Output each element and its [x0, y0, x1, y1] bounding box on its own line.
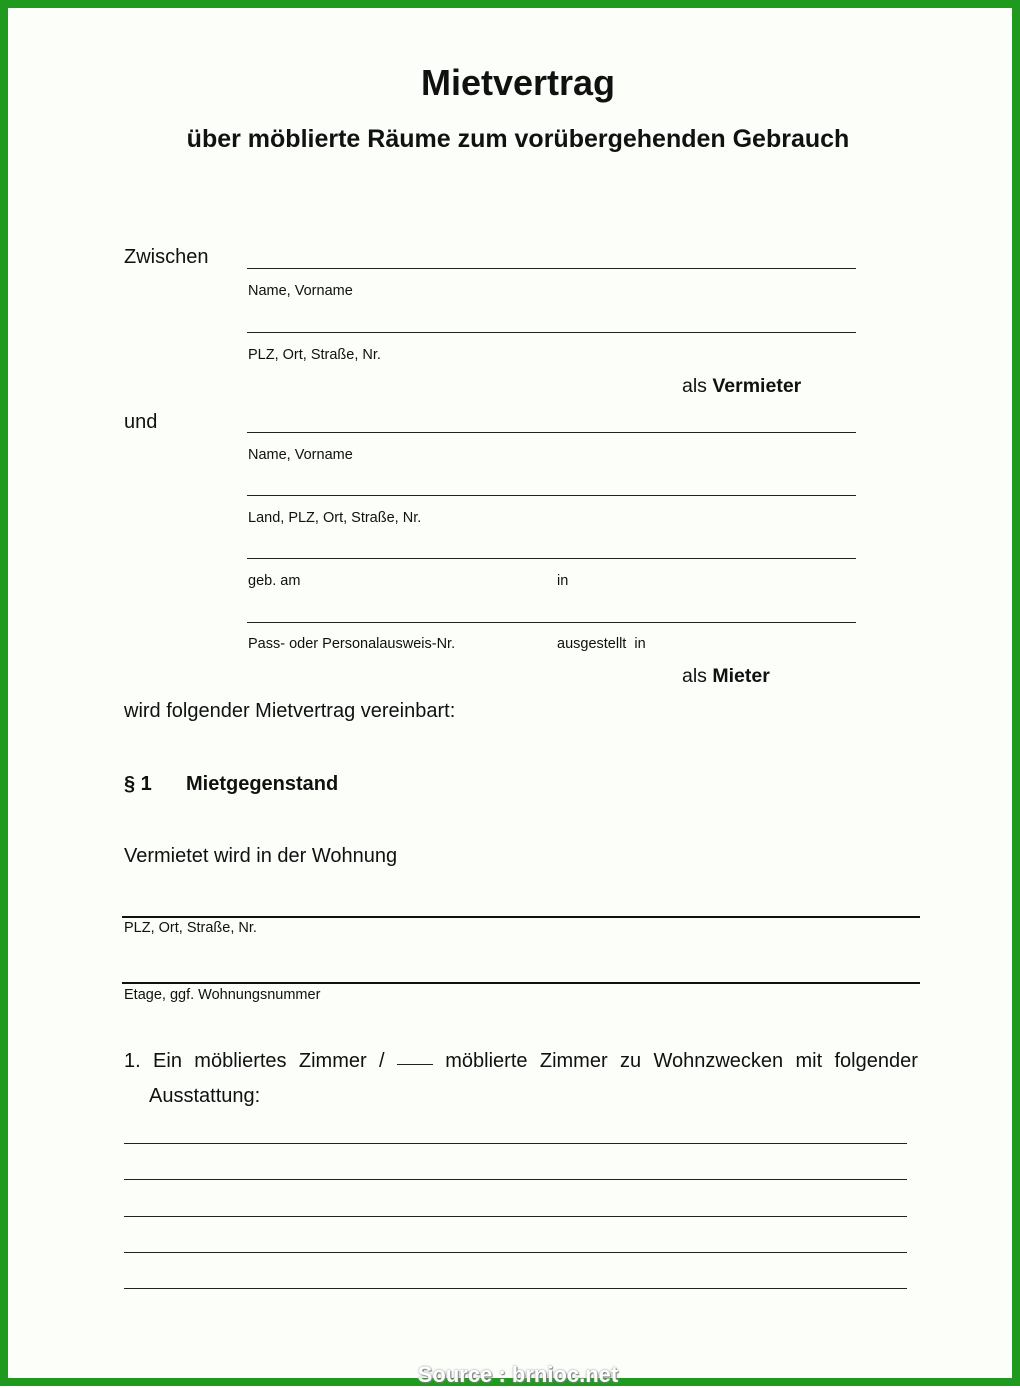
item-word: Wohnzwecken [653, 1050, 784, 1072]
tenant-role-prefix: als [682, 665, 707, 687]
furnishing-line[interactable] [124, 1288, 907, 1289]
landlord-address-line[interactable] [247, 332, 856, 333]
item-word: Zimmer [298, 1050, 367, 1072]
furnishing-line[interactable] [124, 1216, 907, 1217]
item-1-line [124, 1050, 918, 1073]
tenant-address-caption: Land, PLZ, Ort, Straße, Nr. [248, 510, 422, 526]
room-count-blank[interactable] [397, 1050, 433, 1065]
landlord-name-line[interactable] [247, 268, 856, 269]
item-word: möblierte [445, 1050, 528, 1072]
tenant-issued-caption: ausgestellt in [557, 636, 646, 652]
furnishing-line[interactable] [124, 1179, 907, 1180]
landlord-name-caption: Name, Vorname [248, 283, 353, 299]
item-word: / [379, 1050, 385, 1072]
tenant-birth-line[interactable] [247, 558, 856, 559]
agreement-text: wird folgender Mietvertrag vereinbart: [124, 700, 456, 722]
rental-floor-line[interactable] [122, 982, 920, 984]
landlord-address-caption: PLZ, Ort, Straße, Nr. [248, 347, 381, 363]
tenant-name-line[interactable] [247, 432, 856, 433]
tenant-name-caption: Name, Vorname [248, 447, 353, 463]
rental-floor-caption: Etage, ggf. Wohnungsnummer [124, 987, 321, 1003]
rental-address-caption: PLZ, Ort, Straße, Nr. [124, 920, 257, 936]
source-watermark: Source : brnioc.net [417, 1362, 619, 1387]
item-word: Ein [153, 1050, 182, 1072]
document-subtitle: über möblierte Räume zum vorübergehenden Gebrauch [186, 125, 850, 153]
tenant-passport-caption: Pass- oder Personalausweis-Nr. [248, 636, 456, 652]
landlord-role [682, 375, 801, 398]
landlord-role-name: Vermieter [712, 375, 802, 397]
item-word: Zimmer [539, 1050, 608, 1072]
furnishing-line[interactable] [124, 1143, 907, 1144]
tenant-passport-line[interactable] [247, 622, 856, 623]
item-number: 1. [124, 1050, 141, 1072]
rental-intro: Vermietet wird in der Wohnung [124, 845, 398, 867]
document-title: Mietvertrag [420, 62, 616, 103]
item-word: folgender [834, 1050, 918, 1072]
paragraph-heading: Mietgegenstand [186, 773, 339, 795]
tenant-address-line[interactable] [247, 495, 856, 496]
item-word: möbliertes [194, 1050, 287, 1072]
rental-address-line[interactable] [122, 916, 920, 918]
tenant-birth-caption: geb. am [248, 573, 301, 589]
item-word: mit [795, 1050, 823, 1072]
paragraph-number: § 1 [124, 773, 152, 795]
landlord-role-prefix: als [682, 375, 707, 397]
tenant-role-name: Mieter [712, 665, 770, 687]
furnishing-line[interactable] [124, 1252, 907, 1253]
item-word: zu [619, 1050, 642, 1072]
item-continuation: Ausstattung: [149, 1085, 261, 1107]
tenant-role [682, 665, 770, 688]
tenant-birthplace-caption: in [557, 573, 569, 589]
tenant-intro: und [124, 411, 158, 433]
landlord-intro: Zwischen [124, 246, 209, 268]
